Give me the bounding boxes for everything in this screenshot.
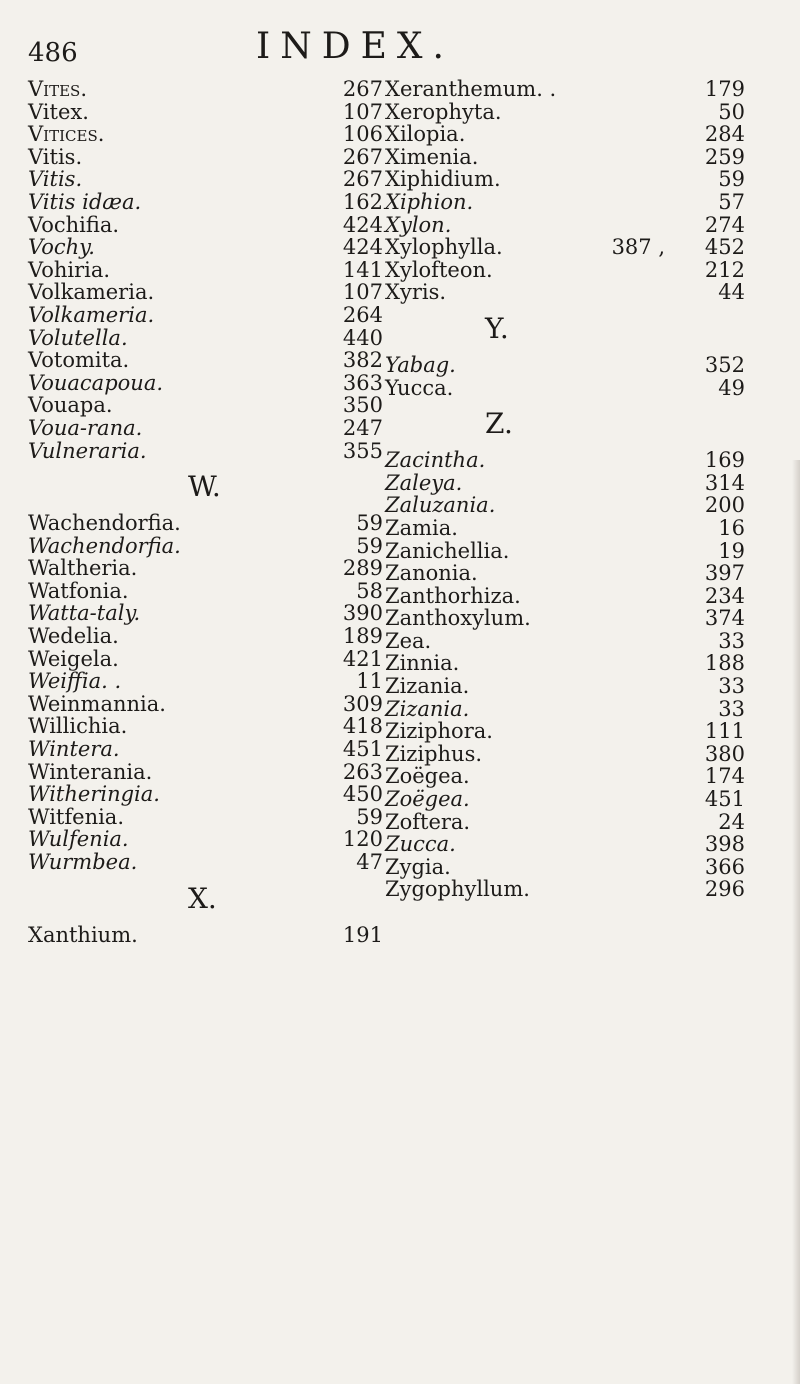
section-letter bbox=[285, 399, 745, 449]
entry-page: 421 bbox=[342, 646, 383, 671]
index-entry bbox=[285, 168, 745, 191]
entry-name: Vochy. bbox=[28, 235, 95, 260]
entry-page: 111 bbox=[704, 719, 745, 744]
entry-page: 19 bbox=[718, 538, 745, 563]
index-entry bbox=[285, 585, 745, 608]
index-entry bbox=[285, 811, 745, 834]
entry-name: Zucca. bbox=[385, 832, 456, 857]
index-entry bbox=[285, 720, 745, 743]
entry-page: 191 bbox=[342, 922, 383, 947]
index-entry bbox=[285, 191, 745, 214]
entry-name: Xilopia. bbox=[385, 122, 466, 147]
index-entry bbox=[285, 146, 745, 169]
section-letter-label: Y. bbox=[485, 311, 509, 345]
entry-page: 452 bbox=[704, 235, 745, 260]
entry-page: 189 bbox=[342, 624, 383, 649]
entry-name: Waltheria. bbox=[28, 556, 138, 581]
entry-name: Wedelia. bbox=[28, 624, 119, 649]
index-entry bbox=[285, 472, 745, 495]
section-letter-label: X. bbox=[188, 881, 217, 915]
index-entry bbox=[285, 78, 745, 101]
entry-name: Zea. bbox=[385, 628, 432, 653]
entry-page: 234 bbox=[704, 583, 745, 608]
index-entry bbox=[285, 607, 745, 630]
index-entry bbox=[285, 765, 745, 788]
entry-name: Xerophyta. bbox=[385, 99, 502, 124]
entry-page: 59 bbox=[356, 511, 383, 536]
entry-name: Vitex. bbox=[28, 99, 89, 124]
index-entry bbox=[285, 833, 745, 856]
entry-page: 382 bbox=[342, 348, 383, 373]
entry-page: 380 bbox=[704, 741, 745, 766]
entry-page: 33 bbox=[718, 674, 745, 699]
entry-page: 267 bbox=[342, 77, 383, 101]
entry-page: 106 bbox=[342, 122, 383, 147]
index-entry bbox=[285, 698, 745, 721]
entry-page: 24 bbox=[718, 809, 745, 834]
entry-name: Weigela. bbox=[28, 646, 119, 671]
entry-page: 120 bbox=[342, 827, 383, 852]
entry-page: 284 bbox=[704, 122, 745, 147]
page-title: INDEX. bbox=[256, 26, 454, 67]
entry-name: Winterania. bbox=[28, 759, 153, 784]
entry-name: Vochifia. bbox=[28, 212, 120, 237]
index-entry bbox=[285, 123, 745, 146]
entry-name: Ziziphora. bbox=[385, 719, 493, 744]
index-entry bbox=[285, 517, 745, 540]
entry-page: 57 bbox=[718, 189, 745, 214]
entry-page: 11 bbox=[356, 669, 383, 694]
entry-page: 374 bbox=[704, 606, 745, 631]
entry-name: Vitis idæa. bbox=[28, 189, 142, 214]
entry-name: Vouapa. bbox=[28, 393, 113, 418]
entry-name: Vitis. bbox=[28, 144, 83, 169]
entry-name: Zinnia. bbox=[385, 651, 460, 676]
entry-page: 50 bbox=[718, 99, 745, 124]
entry-page: 107 bbox=[342, 99, 383, 124]
entry-page: 33 bbox=[718, 628, 745, 653]
entry-name: Vouacapoua. bbox=[28, 370, 164, 395]
entry-page: 398 bbox=[704, 832, 745, 857]
entry-name: Zanonia. bbox=[385, 561, 478, 586]
entry-page: 450 bbox=[342, 782, 383, 807]
entry-name: Wurmbea. bbox=[28, 850, 138, 874]
entry-name: Zygophyllum. bbox=[385, 877, 530, 902]
entry-page: 267 bbox=[342, 167, 383, 192]
entry-name: Vohiria. bbox=[28, 257, 111, 282]
entry-name: Votomita. bbox=[28, 348, 130, 373]
entry-page: 33 bbox=[718, 696, 745, 721]
entry-name: Zacintha. bbox=[385, 448, 486, 473]
entry-page: 58 bbox=[356, 578, 383, 603]
entry-name: Zizania. bbox=[385, 696, 470, 721]
entry-page: 16 bbox=[718, 515, 745, 540]
entry-page: 44 bbox=[718, 280, 745, 305]
entry-name: Wachendorfia. bbox=[28, 511, 181, 536]
entry-name: Zanichellia. bbox=[385, 538, 510, 563]
entry-page: 424 bbox=[342, 212, 383, 237]
entry-name: Weiffia. . bbox=[28, 669, 122, 694]
entry-page: 212 bbox=[704, 257, 745, 282]
entry-name: Ziziphus. bbox=[385, 741, 483, 766]
index-entry bbox=[285, 259, 745, 282]
entry-name: Zoëgea. bbox=[385, 787, 470, 812]
index-entry bbox=[285, 354, 745, 377]
entry-page: 451 bbox=[342, 737, 383, 762]
entry-name: Xanthium. bbox=[28, 922, 138, 947]
section-letter-label: W. bbox=[188, 470, 221, 504]
index-entry bbox=[285, 788, 745, 811]
entry-page: 397 bbox=[704, 561, 745, 586]
index-entry bbox=[285, 214, 745, 237]
entry-page-secondary: 387 , bbox=[611, 235, 665, 260]
entry-name: Witfenia. bbox=[28, 804, 125, 829]
entry-name: Zygia. bbox=[385, 854, 451, 879]
entry-name: Volutella. bbox=[28, 325, 128, 350]
entry-name: Vitices. bbox=[28, 122, 105, 147]
index-entry bbox=[285, 675, 745, 698]
entry-name: Zanthorhiza. bbox=[385, 583, 521, 608]
index-entry bbox=[285, 377, 745, 400]
entry-name: Vitis. bbox=[28, 167, 83, 192]
index-entry bbox=[285, 101, 745, 124]
entry-name: Xylophylla. bbox=[385, 235, 503, 260]
page-number: 486 bbox=[28, 38, 78, 68]
entry-name: Zoftera. bbox=[385, 809, 471, 834]
entry-name: Wintera. bbox=[28, 737, 120, 762]
entry-page: 440 bbox=[342, 325, 383, 350]
entry-name: Xiphidium. bbox=[385, 167, 501, 192]
entry-name: Weinmannia. bbox=[28, 691, 166, 716]
entry-name: Watta-taly. bbox=[28, 601, 141, 626]
entry-page: 264 bbox=[342, 302, 383, 327]
entry-page: 289 bbox=[342, 556, 383, 581]
entry-name: Voua-rana. bbox=[28, 415, 143, 440]
entry-name: Vites. bbox=[28, 77, 87, 101]
entry-name: Xeranthemum. . bbox=[385, 77, 557, 101]
entry-page: 418 bbox=[342, 714, 383, 739]
entry-name: Zanthoxylum. bbox=[385, 606, 531, 631]
index-entry bbox=[285, 652, 745, 675]
entry-name: Xyris. bbox=[385, 280, 447, 305]
entry-name: Zaleya. bbox=[385, 470, 463, 495]
entry-name: Willichia. bbox=[28, 714, 128, 739]
entry-page: 107 bbox=[342, 280, 383, 305]
entry-page: 263 bbox=[342, 759, 383, 784]
entry-page: 424 bbox=[342, 235, 383, 260]
entry-name: Xylon. bbox=[385, 212, 452, 237]
entry-page: 247 bbox=[342, 415, 383, 440]
entry-page: 59 bbox=[356, 804, 383, 829]
entry-page: 267 bbox=[342, 144, 383, 169]
entry-page: 314 bbox=[704, 470, 745, 495]
entry-name: Wulfenia. bbox=[28, 827, 129, 852]
entry-page: 259 bbox=[704, 144, 745, 169]
index-entry bbox=[285, 236, 745, 259]
section-letter bbox=[285, 304, 745, 354]
entry-page: 355 bbox=[342, 438, 383, 463]
entry-page: 141 bbox=[342, 257, 383, 282]
entry-name: Ximenia. bbox=[385, 144, 479, 169]
index-entry bbox=[285, 878, 745, 901]
entry-page: 169 bbox=[704, 448, 745, 473]
entry-page: 162 bbox=[342, 189, 383, 214]
index-entry bbox=[285, 743, 745, 766]
entry-page: 366 bbox=[704, 854, 745, 879]
entry-page: 350 bbox=[342, 393, 383, 418]
entry-name: Zizania. bbox=[385, 674, 470, 699]
page-edge-shadow bbox=[792, 460, 800, 1384]
entry-page: 179 bbox=[704, 77, 745, 101]
entry-name: Zamia. bbox=[385, 515, 458, 540]
entry-name: Xylofteon. bbox=[385, 257, 493, 282]
index-entry bbox=[285, 494, 745, 517]
entry-name: Volkameria. bbox=[28, 280, 155, 305]
entry-page: 188 bbox=[704, 651, 745, 676]
entry-page: 309 bbox=[342, 691, 383, 716]
entry-name: Watfonia. bbox=[28, 578, 129, 603]
entry-name: Vulneraria. bbox=[28, 438, 147, 463]
index-entry bbox=[28, 924, 383, 947]
entry-name: Yucca. bbox=[385, 375, 454, 400]
index-entry bbox=[285, 562, 745, 585]
index-entry bbox=[285, 281, 745, 304]
right-index-column bbox=[285, 78, 745, 901]
section-letter-label: Z. bbox=[485, 407, 513, 441]
entry-page: 47 bbox=[356, 850, 383, 874]
entry-page: 59 bbox=[356, 533, 383, 558]
entry-page: 296 bbox=[704, 877, 745, 902]
entry-name: Zoëgea. bbox=[385, 764, 470, 789]
entry-page: 390 bbox=[342, 601, 383, 626]
entry-page: 274 bbox=[704, 212, 745, 237]
entry-name: Volkameria. bbox=[28, 302, 155, 327]
index-entry bbox=[285, 856, 745, 879]
entry-page: 174 bbox=[704, 764, 745, 789]
index-entry bbox=[285, 630, 745, 653]
entry-page: 49 bbox=[718, 375, 745, 400]
entry-page: 59 bbox=[718, 167, 745, 192]
entry-page: 451 bbox=[704, 787, 745, 812]
entry-name: Wachendorfia. bbox=[28, 533, 181, 558]
entry-name: Witheringia. bbox=[28, 782, 160, 807]
entry-name: Zaluzania. bbox=[385, 493, 496, 518]
entry-name: Yabag. bbox=[385, 352, 456, 377]
entry-page: 363 bbox=[342, 370, 383, 395]
entry-page: 352 bbox=[704, 352, 745, 377]
entry-name: Xiphion. bbox=[385, 189, 474, 214]
index-entry bbox=[285, 540, 745, 563]
index-entry bbox=[285, 449, 745, 472]
entry-page: 200 bbox=[704, 493, 745, 518]
